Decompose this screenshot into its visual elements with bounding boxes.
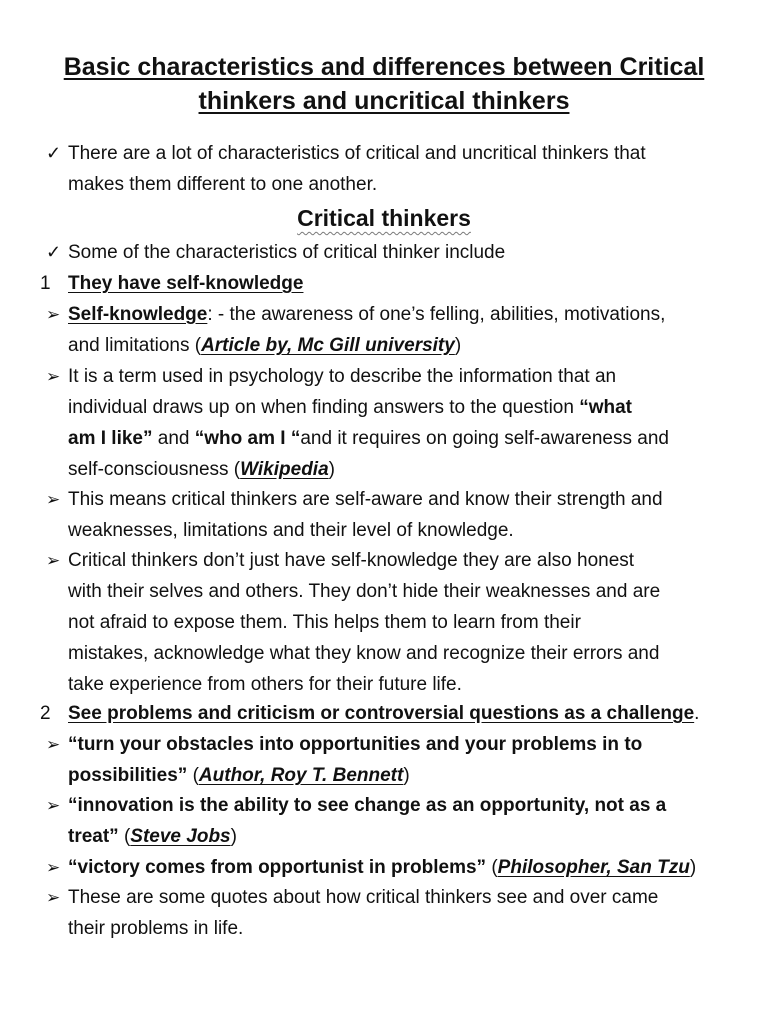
item-2-title: See problems and criticism or controversial questions as a challenge [68, 703, 695, 724]
item-2-number: 2 [40, 703, 51, 724]
citation-mcgill: Article by, Mc Gill university [201, 335, 455, 356]
lead-text: Some of the characteristics of critical thinker include [68, 242, 506, 263]
item-1-heading [0, 268, 768, 299]
arrow-bullet-icon: ➢ [46, 796, 61, 815]
lead-paragraph [0, 237, 768, 268]
intro-line-1: There are a lot of characteristics of critical and uncritical thinkers that [68, 143, 646, 164]
intro-line-2: makes them different to one another. [68, 174, 378, 195]
check-icon: ✓ [46, 143, 62, 163]
arrow-bullet-icon: ➢ [46, 490, 61, 509]
intro-paragraph [0, 138, 768, 200]
document-title [24, 50, 744, 118]
self-knowledge-term: Self-knowledge [68, 304, 208, 325]
item-2-heading: 2 See problems and criticism or controversial questions as a challenge. [0, 698, 768, 729]
citation-roy-bennett: Author, Roy T. Bennett [198, 765, 404, 786]
section-heading: Critical thinkers [297, 205, 471, 231]
title-line-2: thinkers and uncritical thinkers [198, 87, 570, 115]
citation-steve-jobs: Steve Jobs [130, 826, 231, 847]
arrow-bullet-icon: ➢ [46, 888, 61, 907]
arrow-bullet-icon: ➢ [46, 735, 61, 754]
arrow-bullet-icon: ➢ [46, 305, 61, 324]
arrow-bullet-icon: ➢ [46, 551, 61, 570]
item-1-number: 1 [40, 273, 51, 294]
quote-2: ➢ “innovation is the ability to see change as an opportunity, not as a treat” (Steve Jobs) [0, 790, 768, 852]
citation-san-tzu: Philosopher, San Tzu [497, 857, 690, 878]
arrow-bullet-icon: ➢ [46, 367, 61, 386]
item-1-bullet-3: ➢ This means critical thinkers are self-aware and know their strength and weaknesses, limitations and their level of knowledge. [0, 484, 768, 546]
check-icon: ✓ [46, 242, 62, 262]
item-1-bullet-4: ➢ Critical thinkers don’t just have self-knowledge they are also honest with their selves and others. They don’t hide their weaknesses and are not afraid to expose them. This helps them to learn from their mistakes, acknowledge what they know and recognize their errors and take experience from others for their future life. [0, 545, 768, 700]
quote-3: ➢ “victory comes from opportunist in problems” (Philosopher, San Tzu) [0, 852, 768, 883]
item-1-bullet-2: ➢ It is a term used in psychology to describe the information that an individual draws up on when finding answers to the question “what am I like” and “who am I “and it requires on going self-awareness and self-consciousness (Wikipedia) [0, 361, 768, 485]
item-1-bullet-1: ➢ Self-knowledge: - the awareness of one’s felling, abilities, motivations, and limitations (Article by, Mc Gill university) [0, 299, 768, 361]
arrow-bullet-icon: ➢ [46, 858, 61, 877]
citation-wikipedia: Wikipedia [240, 459, 329, 480]
quote-1: ➢ “turn your obstacles into opportunities and your problems in to possibilities” (Author, Roy T. Bennett) [0, 729, 768, 791]
item-2-bullet-4: ➢ These are some quotes about how critical thinkers see and over came their problems in life. [0, 882, 768, 944]
title-line-1: Basic characteristics and differences between Critical [63, 53, 705, 81]
item-1-title: They have self-knowledge [68, 273, 304, 294]
